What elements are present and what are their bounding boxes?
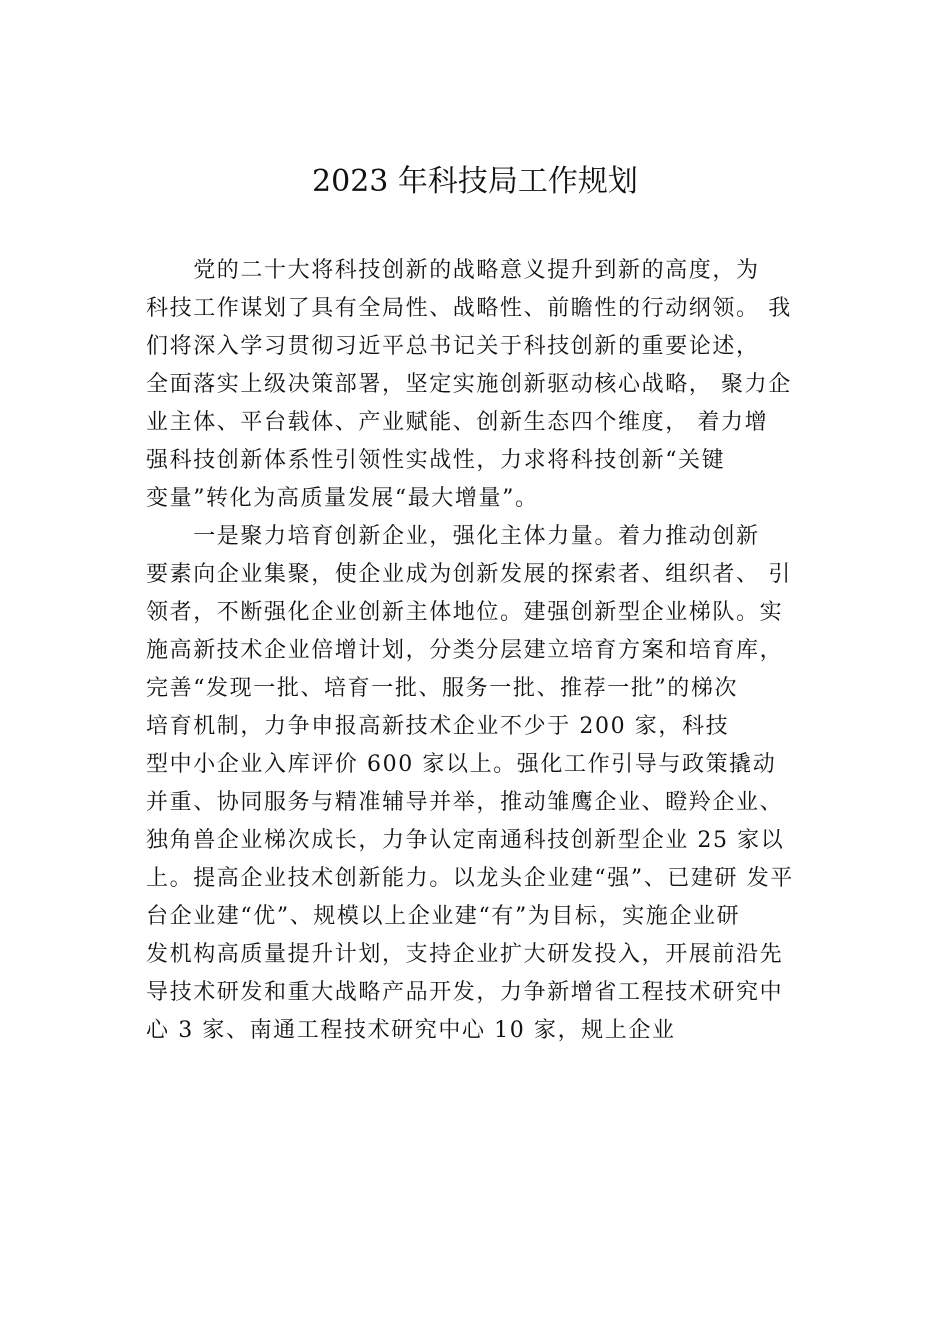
text-line: 发机构高质量提升计划，支持企业扩大研发投入，开展前沿先 [146,942,784,967]
text-line: 导技术研发和重大战略产品开发，力争新增省工程技术研究中 [146,980,784,1005]
text-line: 党的二十大将科技创新的战略意义提升到新的高度，为 [146,258,760,283]
text-line: 心 3 家、南通工程技术研究中心 10 家，规上企业 [146,1018,676,1043]
text-line: 们将深入学习贯彻习近平总书记关于科技创新的重要论述， [146,334,760,359]
text-line: 变量”转化为高质量发展“最大增量”。 [146,486,539,511]
text-line: 培育机制，力争申报高新技术企业不少于 200 家，科技 [146,714,730,739]
text-line: 台企业建“优”、规模以上企业建“有”为目标，实施企业研 [146,904,741,929]
text-line: 业主体、平台载体、产业赋能、创新生态四个维度， 着力增 [146,410,769,435]
text-line: 上。提高企业技术创新能力。以龙头企业建“强”、已建研 发平 [146,866,794,891]
text-line: 全面落实上级决策部署，坚定实施创新驱动核心战略， 聚力企 [146,372,792,397]
text-line: 科技工作谋划了具有全局性、战略性、前瞻性的行动纲领。 我 [146,296,792,321]
text-line: 强科技创新体系性引领性实战性，力求将科技创新“关键 [146,448,726,473]
document-body [146,252,826,1050]
text-line: 领者，不断强化企业创新主体地位。建强创新型企业梯队。实 [146,600,784,625]
text-line: 独角兽企业梯次成长，力争认定南通科技创新型企业 25 家以 [146,828,785,853]
document-title: 2023 年科技局工作规划 [312,164,638,199]
text-line: 型中小企业入库评价 600 家以上。强化工作引导与政策撬动 [146,752,777,777]
text-line: 要素向企业集聚，使企业成为创新发展的探索者、组织者、 引 [146,562,792,587]
text-line: 完善“发现一批、培育一批、服务一批、推荐一批”的梯次 [146,676,739,701]
text-line: 一是聚力培育创新企业，强化主体力量。着力推动创新 [146,524,760,549]
text-line: 并重、协同服务与精准辅导并举，推动雏鹰企业、瞪羚企业、 [146,790,784,815]
text-line: 施高新技术企业倍增计划，分类分层建立培育方案和培育库， [146,638,784,663]
